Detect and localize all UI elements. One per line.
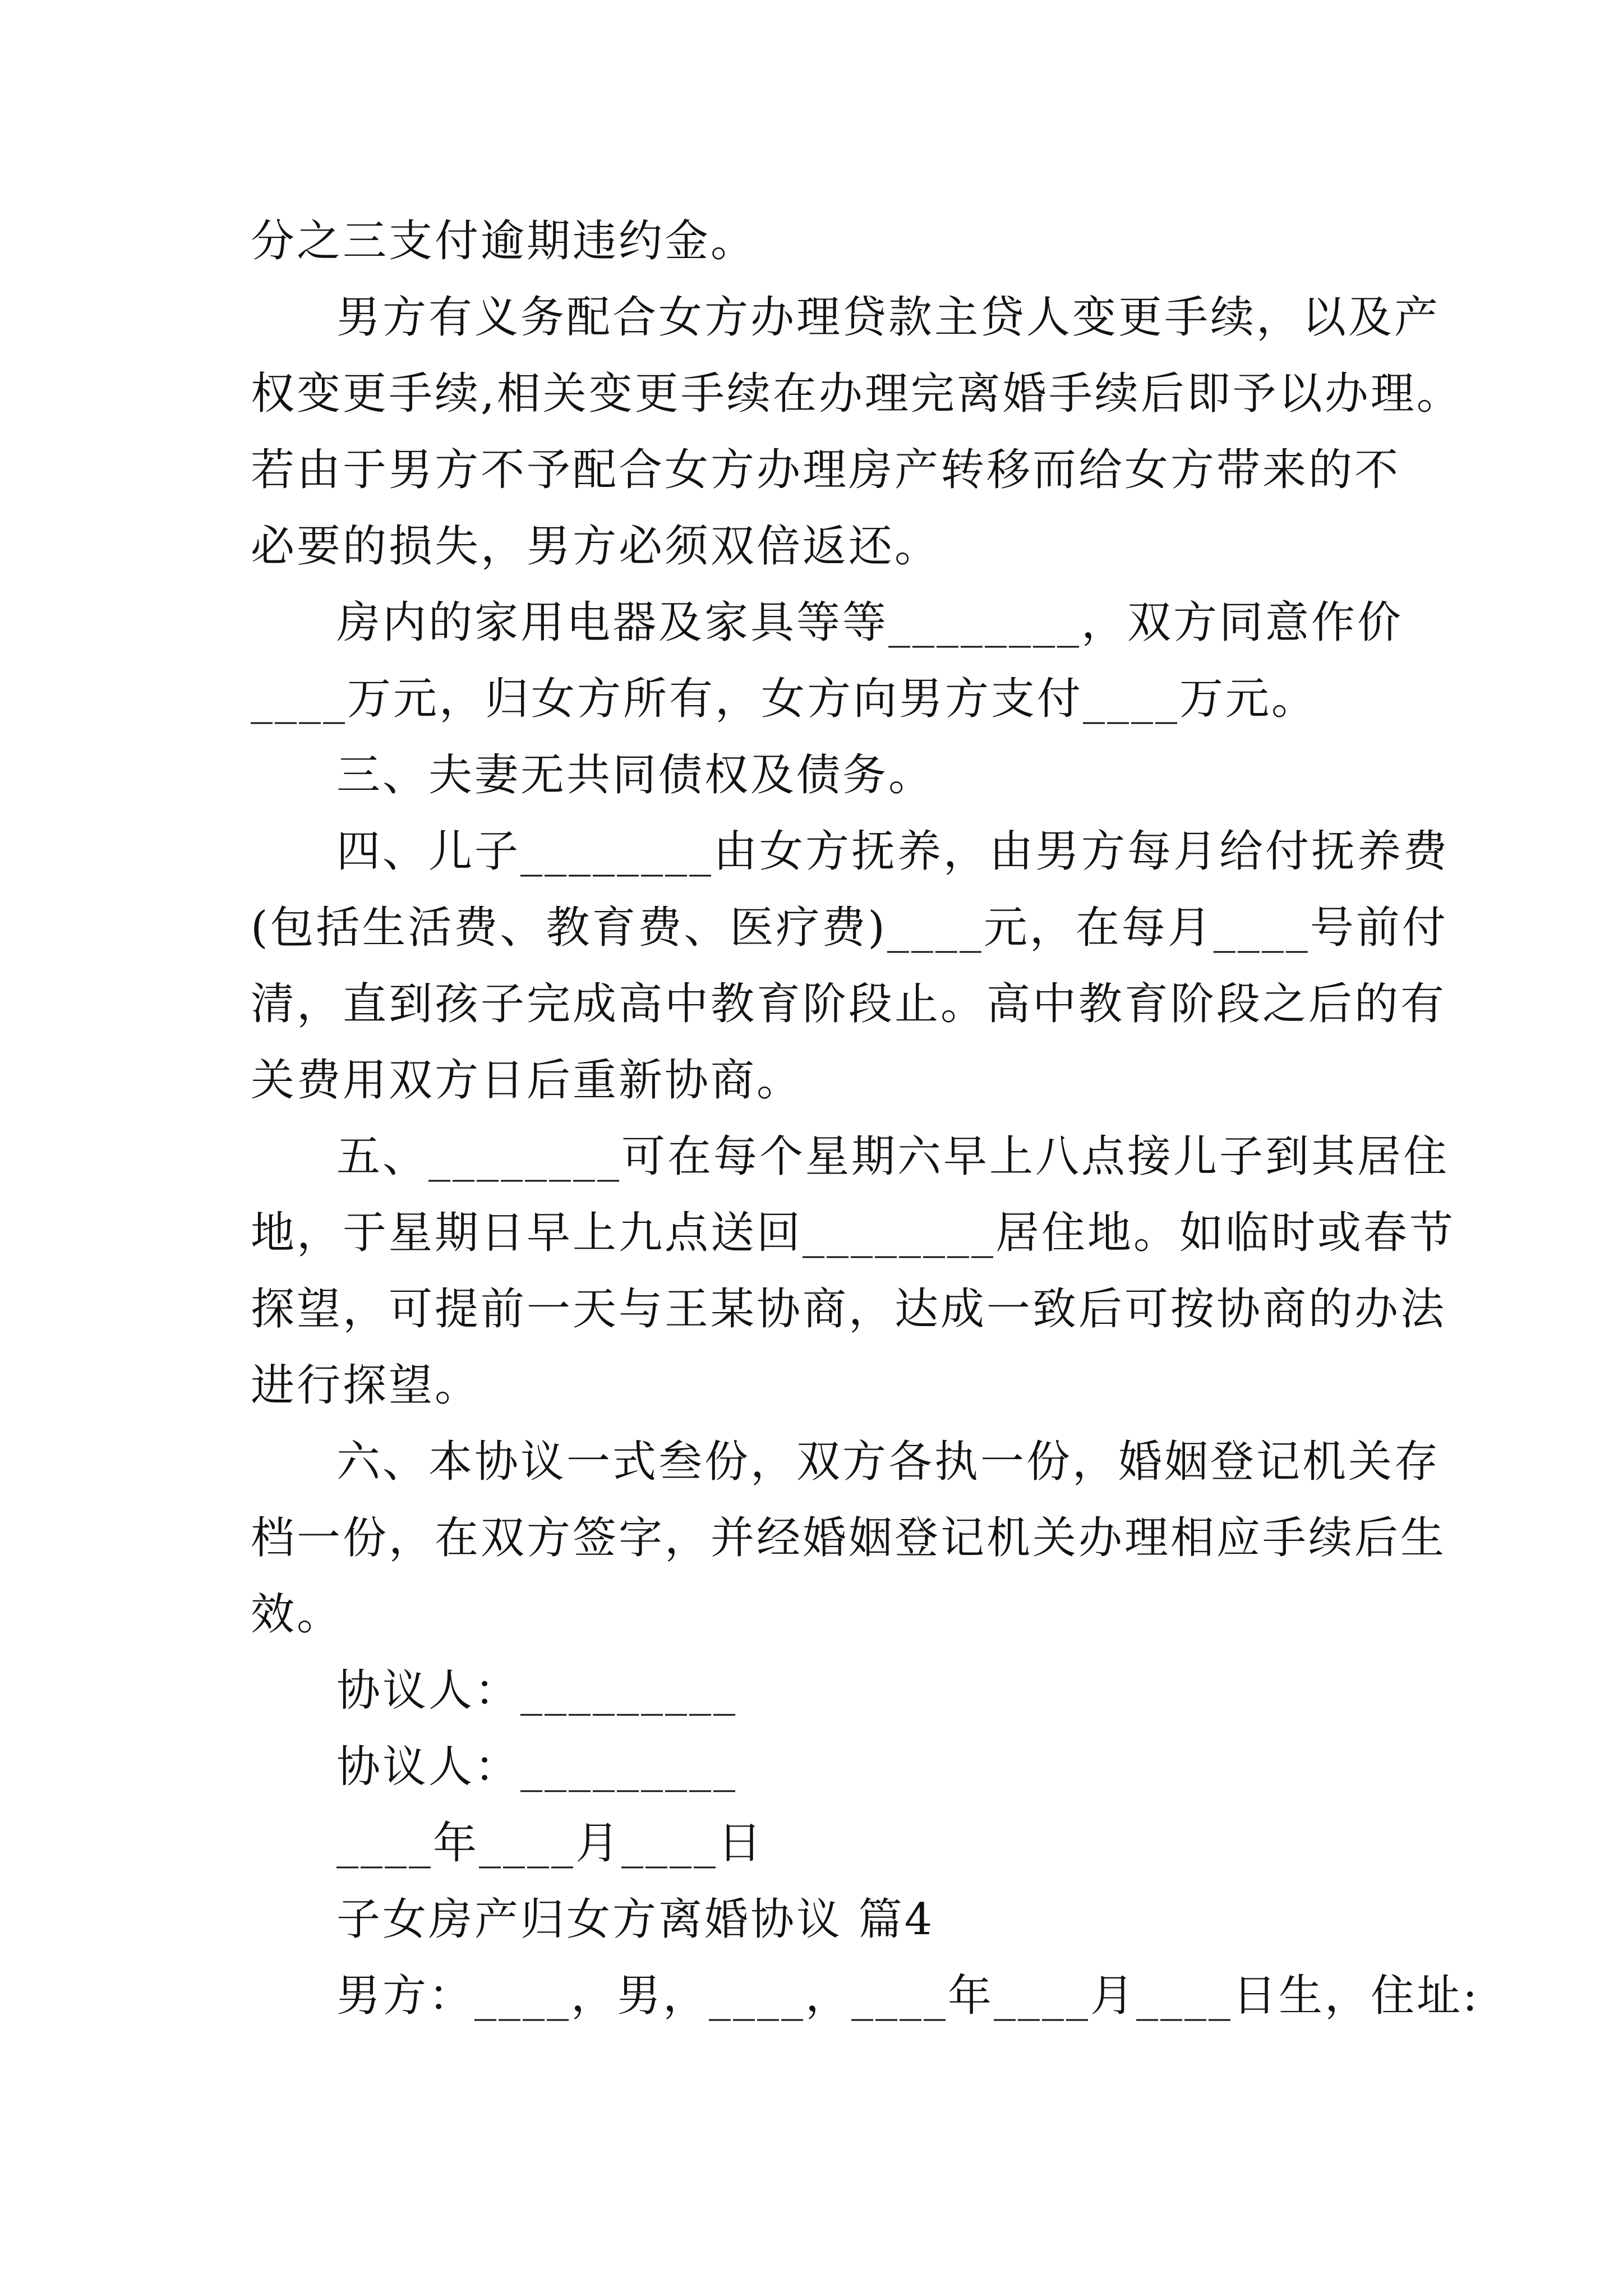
text-line: (包括生活费、教育费、医疗费)____元，在每月____号前付 bbox=[251, 903, 1448, 953]
text-line: 房内的家用电器及家具等等________，双方同意作价 bbox=[336, 597, 1404, 648]
signature-line: 协议人：_________ bbox=[336, 1742, 738, 1792]
text-line: 男方：____，男，____，____年____月____日生，住址: bbox=[336, 1971, 1480, 2021]
section-heading: 子女房产归女方离婚协议 篇4 bbox=[336, 1894, 935, 1945]
text-line: 档一份，在双方签字，并经婚姻登记机关办理相应手续后生 bbox=[251, 1513, 1447, 1563]
text-line: 必要的损失，男方必须双倍返还。 bbox=[251, 521, 941, 572]
text-line: 探望，可提前一天与王某协商，达成一致后可按协商的办法 bbox=[251, 1284, 1447, 1335]
text-line: 清，直到孩子完成高中教育阶段止。高中教育阶段之后的有 bbox=[251, 979, 1447, 1029]
text-line: 关费用双方日后重新协商。 bbox=[251, 1055, 803, 1106]
text-line: 进行探望。 bbox=[251, 1360, 481, 1411]
text-line: 权变更手续,相关变更手续在办理完离婚手续后即予以办理。 bbox=[251, 369, 1463, 419]
text-line: 若由于男方不予配合女方办理房产转移而给女方带来的不 bbox=[251, 445, 1401, 495]
date-line: ____年____月____日 bbox=[336, 1818, 764, 1869]
text-line: 五、________可在每个星期六早上八点接儿子到其居住 bbox=[336, 1131, 1450, 1182]
text-line: 地，于星期日早上九点送回________居住地。如临时或春节 bbox=[251, 1208, 1456, 1258]
text-line: 三、夫妻无共同债权及债务。 bbox=[336, 750, 935, 800]
text-line: 效。 bbox=[251, 1589, 343, 1640]
text-line: 男方有义务配合女方办理贷款主贷人变更手续，以及产 bbox=[336, 292, 1441, 343]
text-line: 分之三支付逾期违约金。 bbox=[251, 216, 757, 266]
signature-line: 协议人：_________ bbox=[336, 1665, 738, 1716]
text-line: 四、儿子________由女方抚养，由男方每月给付抚养费 bbox=[336, 826, 1450, 877]
text-line: 六、本协议一式叁份，双方各执一份，婚姻登记机关存 bbox=[336, 1437, 1441, 1487]
text-line: ____万元，归女方所有，女方向男方支付____万元。 bbox=[251, 674, 1318, 724]
